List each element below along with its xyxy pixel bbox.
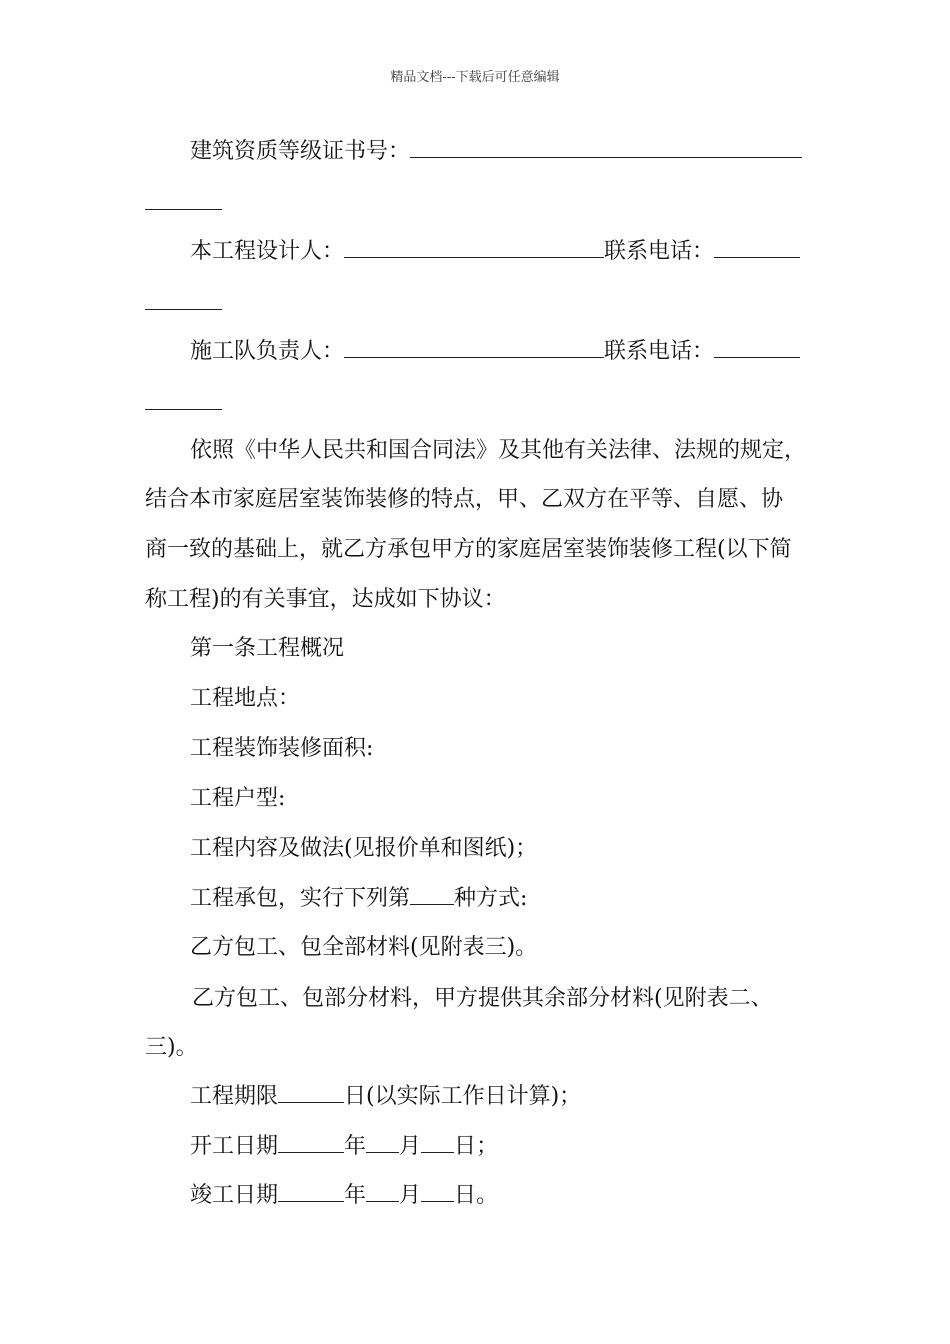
intro-line-2: 结合本市家庭居室装饰装修的特点，甲、乙双方在平等、自愿、协 <box>145 487 784 512</box>
contract-option-2-line-1: 乙方包工、包部分材料，甲方提供其余部分材料(见附表二、 <box>192 986 773 1011</box>
contract-mode-label: 工程承包，实行下列第 <box>190 886 411 911</box>
end-year-label: 年 <box>344 1183 367 1208</box>
contract-option-1: 乙方包工、包全部材料(见附表三)。 <box>190 935 538 960</box>
end-day-blank[interactable] <box>421 1181 454 1202</box>
contract-option-2-line-2: 三)。 <box>145 1035 198 1060</box>
project-period-suffix: 日(以实际工作日计算)； <box>344 1084 582 1109</box>
designer-phone-blank-continued[interactable] <box>145 309 222 310</box>
contract-mode-blank[interactable] <box>410 884 454 905</box>
designer-blank[interactable] <box>344 237 604 258</box>
project-period-blank[interactable] <box>278 1082 344 1103</box>
end-date-end: 。 <box>476 1183 499 1208</box>
project-house-type: 工程户型: <box>190 786 286 811</box>
start-day-blank[interactable] <box>421 1132 454 1153</box>
qualification-line <box>190 137 802 167</box>
qualification-blank[interactable] <box>410 137 802 158</box>
team-leader-phone-blank[interactable] <box>714 337 800 358</box>
start-year-blank[interactable] <box>278 1132 344 1153</box>
project-content: 工程内容及做法(见报价单和图纸)； <box>190 836 538 861</box>
team-leader-phone-blank-continued[interactable] <box>145 409 222 410</box>
end-date-line <box>190 1181 498 1211</box>
contract-mode-line <box>190 884 527 914</box>
intro-line-3: 商一致的基础上，就乙方承包甲方的家庭居室装饰装修工程(以下简 <box>145 537 792 562</box>
designer-phone-blank[interactable] <box>714 237 800 258</box>
designer-line <box>190 237 800 267</box>
qualification-blank-continued[interactable] <box>145 209 222 210</box>
team-leader-blank[interactable] <box>344 337 604 358</box>
team-leader-label: 施工队负责人： <box>190 339 345 364</box>
end-month-label: 月 <box>399 1183 422 1208</box>
end-month-blank[interactable] <box>366 1181 399 1202</box>
start-month-label: 月 <box>399 1134 422 1159</box>
designer-label: 本工程设计人： <box>190 239 345 264</box>
end-date-label: 竣工日期 <box>190 1183 279 1208</box>
qualification-label: 建筑资质等级证书号： <box>190 139 411 164</box>
designer-phone-label: 联系电话： <box>604 239 715 264</box>
project-period-line <box>190 1082 581 1112</box>
end-day-label: 日 <box>454 1183 477 1208</box>
page-header-watermark: 精品文档---下载后可任意编辑 <box>390 70 560 85</box>
start-date-label: 开工日期 <box>190 1134 279 1159</box>
start-date-end: ； <box>476 1134 499 1159</box>
start-month-blank[interactable] <box>366 1132 399 1153</box>
end-year-blank[interactable] <box>278 1181 344 1202</box>
contract-mode-suffix: 种方式: <box>454 886 528 911</box>
team-leader-line <box>190 337 800 367</box>
project-location: 工程地点： <box>190 686 301 711</box>
intro-line-1: 依照《中华人民共和国合同法》及其他有关法律、法规的规定， <box>190 438 807 463</box>
start-date-line <box>190 1132 498 1162</box>
project-period-label: 工程期限 <box>190 1084 279 1109</box>
project-area: 工程装饰装修面积: <box>190 736 374 761</box>
intro-line-4: 称工程)的有关事宜，达成如下协议： <box>145 587 506 612</box>
start-day-label: 日 <box>454 1134 477 1159</box>
start-year-label: 年 <box>344 1134 367 1159</box>
article-title: 第一条工程概况 <box>190 636 345 661</box>
team-leader-phone-label: 联系电话： <box>604 339 715 364</box>
